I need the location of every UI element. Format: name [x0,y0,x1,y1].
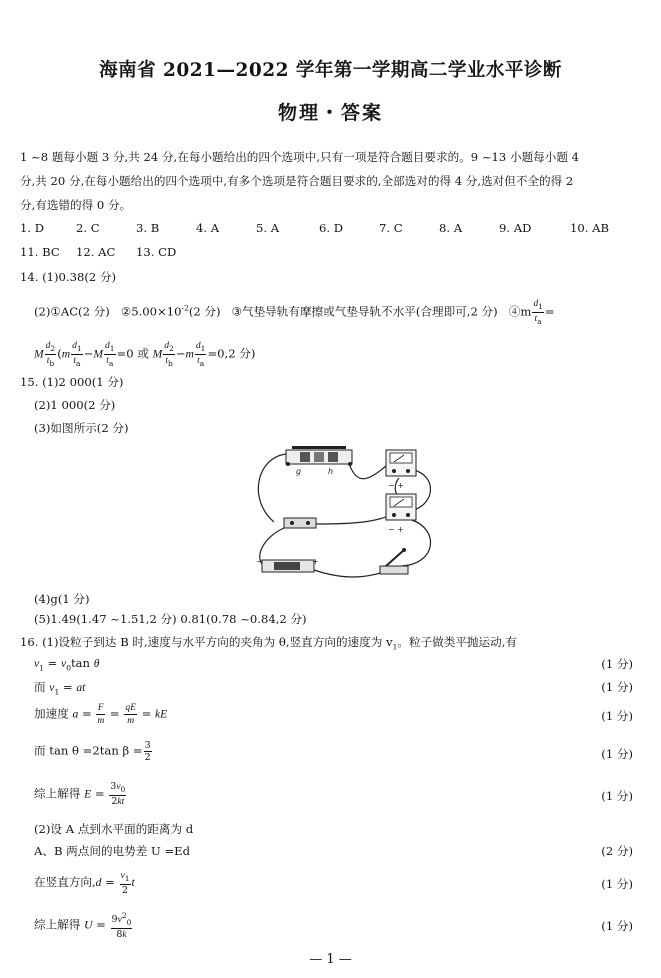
q16-score-1: (1 分) [601,657,633,671]
q14-part1: 14. (1)0.38(2 分) [20,270,117,284]
q16-intro [20,634,517,651]
q16-eq-8: 综上解得 U = $\frac{9v^2_0}{8k}$ [34,911,132,941]
q15-part2: (2)1 000(2 分) [34,398,116,412]
q16-eq-6: A、B 两点间的电势差 U =Ed [34,844,191,858]
answer-5: 5. A [256,221,280,235]
wire [258,454,286,522]
label-g: g [296,467,302,476]
fraction: $\frac{d_1}{t_a}$ [533,299,543,326]
wire [314,570,384,577]
q14-eq-mid: =0 或 [116,346,149,361]
q16-eq-4-prefix: 而 tan θ =2tan β = [34,743,143,758]
label-h: h [328,467,334,476]
q16-score-8: (1 分) [601,919,633,933]
q16-score-3: (1 分) [601,709,633,723]
q16-eq-4: 而 tan θ =2tan β = $\frac{3}{2}$ [34,740,151,763]
q16-score-4: (1 分) [601,747,633,761]
q16-eq-8-prefix: 综上解得 [34,917,81,932]
q16-intro-tail: 。粒子做类平抛运动,有 [397,635,517,649]
answer-4: 4. A [196,221,220,235]
q16-intro-text: 16. (1)设粒子到达 B 时,速度与水平方向的夹角为 θ,竖直方向的速度为 v [20,635,393,649]
q16-score-6: (2 分) [601,844,633,858]
answer-1: 1. D [20,221,45,235]
q14-part2-c: ③气垫导轨有摩擦或气垫导轨不水平(合理即可,2 分) [231,304,498,319]
meter2-terminals: − + [388,525,404,534]
wire [402,520,431,566]
intro-line-3: 分,有选错的得 0 分。 [20,198,132,212]
wire [316,516,388,524]
answer-10: 10. AB [570,221,610,235]
q16-eq-3: 加速度 a = $\frac{F}{m}$ = $\frac{qE}{m}$ = kE [34,703,168,726]
q16-score-5: (1 分) [601,789,633,803]
battery-icon [262,560,314,572]
q14-part2-b-exp: -2 [181,303,189,313]
q14-part2-b: ②5.00×10 [120,304,182,319]
q16-part2: (2)设 A 点到水平面的距离为 d [34,822,194,836]
ammeter-icon [386,450,416,476]
battery-minus: − [256,557,263,566]
answer-13: 13. CD [136,245,177,259]
q16-eq-7-prefix: 在竖直方向, [34,874,96,889]
q14-part2-line: (2)①AC(2 分) $②5.00\times 10^{-2}(2$ 分) ③气垫导轨有摩擦或气垫导轨不水平(合理即可,2 分) ④m $\frac{d_1}{t_a}$ = [34,299,555,326]
answer-3: 3. B [136,221,160,235]
q16-eq-5: 综上解得 E = $\frac{3v_0}{2kt}$ [34,781,126,807]
q16-score-2: (1 分) [601,680,633,694]
battery-plus: + [312,557,319,566]
circuit-diagram [244,440,444,582]
q15-part4: (4)g(1 分) [34,592,90,606]
answer-2: 2. C [76,221,100,235]
answer-8: 8. A [439,221,463,235]
intro-line-2: 分,共 20 分,在每小题给出的四个选项中,有多个选项是符合题目要求的,全部选对的得 4 分,选对但不全的得 2 [20,174,574,188]
document-subtitle: 物理・答案 [277,102,383,124]
answer-6: 6. D [319,221,344,235]
q16-score-7: (1 分) [601,877,633,891]
page-number: — 1 — [309,952,352,967]
answer-11: 11. BC [20,245,60,259]
q15-part1: 15. (1)2 000(1 分) [20,375,124,389]
switch-icon [380,548,408,574]
q16-eq-1: $v_1 = v_0\tan$ θ [34,656,100,673]
q15-part5: (5)1.49(1.47 ~1.51,2 分) 0.81(0.78 ~0.84,2 分) [34,612,307,626]
q16-eq-2: 而 $v_1$ = at [34,680,86,697]
q14-eq-end: =0,2 分) [207,346,256,361]
rheostat-icon [286,446,352,466]
q14-part2-b-tail: (2 分) [188,304,221,319]
resistor-icon [284,518,316,528]
q16-eq-5-prefix: 综上解得 [34,786,81,801]
q16-eq-3-prefix: 加速度 [34,706,69,721]
wire [348,460,386,479]
q16-eq-7: 在竖直方向,d = $\frac{v_1}{2}$ t [34,871,135,896]
q14-part2-a: (2)①AC(2 分) [34,304,110,319]
q15-part3: (3)如图所示(2 分) [34,421,129,435]
answer-12: 12. AC [76,245,116,259]
voltmeter-icon [386,494,416,520]
q16-eq-2-prefix: 而 [34,680,46,694]
document-title: 海南省 2021—2022 学年第一学期高二学业水平诊断 [99,60,562,81]
answer-7: 7. C [379,221,403,235]
meter1-terminals: − + [388,481,404,490]
q14-part2-d: ④m [508,304,532,319]
intro-line-1: 1 ~8 题每小题 3 分,共 24 分,在每小题给出的四个选项中,只有一项是符合题目要求的。9 ~13 小题每小题 4 [20,150,580,164]
answer-9: 9. AD [499,221,532,235]
q14-part2-equation: M $\frac{d_2}{t_b}$ (m $\frac{d_1}{t_a}$ −M $\frac{d_1}{t_a}$ =0 或 M $\frac{d_2}{t_b}$ −m $\frac{d_1}{t_a}$ =0,2 分) [34,341,256,368]
q16-intro-sub: 1 [392,642,398,652]
